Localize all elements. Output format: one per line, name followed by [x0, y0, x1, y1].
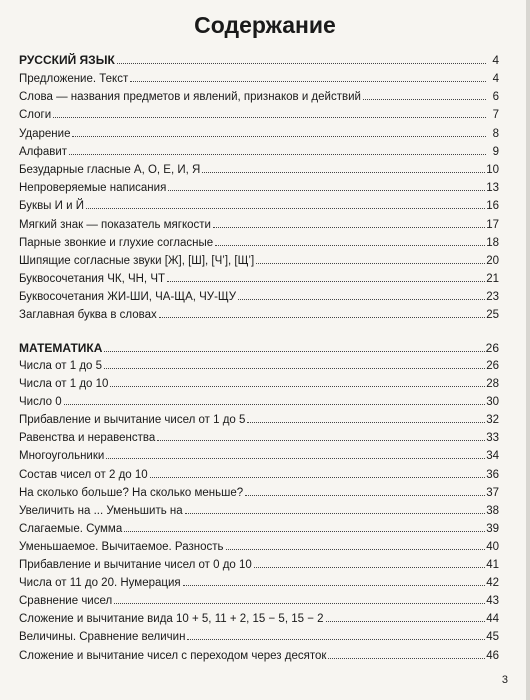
- dot-leader: [187, 639, 485, 640]
- dot-leader: [114, 603, 485, 604]
- dot-leader: [104, 368, 485, 369]
- entry-label: Прибавление и вычитание чисел от 1 до 5: [19, 414, 246, 427]
- entry-label: Число 0: [19, 396, 62, 409]
- toc-entry: [19, 236, 499, 254]
- toc-entry: [19, 504, 499, 522]
- entry-page: 30: [486, 396, 499, 409]
- dot-leader: [117, 63, 486, 64]
- entry-page: 7: [492, 109, 499, 122]
- entry-page: 43: [486, 595, 499, 608]
- dot-leader: [157, 440, 485, 441]
- entry-page: 18: [486, 236, 499, 249]
- dot-leader: [130, 81, 486, 82]
- toc-entry: [19, 522, 499, 540]
- section-page: 4: [492, 53, 499, 67]
- entry-page: 9: [492, 145, 499, 158]
- entry-page: 28: [486, 378, 499, 391]
- entry-label: Числа от 1 до 5: [19, 360, 103, 372]
- entry-label: Числа от 11 до 20. Нумерация: [19, 577, 181, 590]
- toc-math: [19, 341, 499, 667]
- entry-label: Парные звонкие и глухие согласные: [19, 236, 214, 249]
- entry-label: Слоги: [19, 109, 52, 122]
- page-edge: [526, 0, 530, 700]
- dot-leader: [226, 549, 486, 550]
- entry-label: На сколько больше? На сколько меньше?: [19, 486, 244, 499]
- entry-label: Буквосочетания ЖИ-ШИ, ЧА-ЩА, ЧУ-ЩУ: [19, 291, 237, 304]
- dot-leader: [110, 386, 485, 387]
- entry-label: Слагаемые. Сумма: [19, 522, 123, 535]
- toc-entry: [19, 395, 499, 413]
- toc-entry: [19, 594, 499, 612]
- toc-entry: [19, 108, 499, 126]
- entry-label: Буквы И и Й: [19, 200, 84, 213]
- dot-leader: [328, 658, 485, 659]
- toc-section-heading: [19, 53, 499, 72]
- entry-page: 45: [486, 631, 499, 644]
- entry-label: Сложение и вычитание вида 10 + 5, 11 + 2, 15 − 5, 15 − 2: [19, 613, 324, 626]
- page-number: 3: [501, 674, 508, 686]
- entry-label: Мягкий знак — показатель мягкости: [19, 218, 211, 231]
- dot-leader: [215, 245, 485, 246]
- entry-page: 25: [486, 309, 499, 322]
- toc-entry: [19, 649, 499, 667]
- entry-page: 36: [486, 468, 499, 481]
- dot-leader: [86, 208, 485, 209]
- toc-entry: [19, 127, 499, 145]
- entry-page: 17: [486, 218, 499, 231]
- toc-entry: [19, 630, 499, 648]
- entry-label: Равенства и неравенства: [19, 432, 156, 445]
- entry-page: 33: [486, 432, 499, 445]
- entry-page: 37: [486, 486, 499, 499]
- toc-entry: [19, 308, 499, 326]
- entry-page: 26: [486, 360, 499, 372]
- entry-label: Заглавная буква в словах: [19, 309, 157, 322]
- toc-entry: [19, 145, 499, 163]
- entry-page: 23: [486, 291, 499, 304]
- dot-leader: [256, 263, 485, 264]
- dot-leader: [64, 404, 486, 405]
- toc-entry: [19, 468, 499, 486]
- entry-label: Числа от 1 до 10: [19, 378, 109, 391]
- dot-leader: [167, 281, 485, 282]
- entry-label: Буквосочетания ЧК, ЧН, ЧТ: [19, 273, 166, 286]
- entry-label: Непроверяемые написания: [19, 182, 167, 195]
- entry-page: 40: [486, 540, 499, 553]
- toc-russian: [19, 53, 499, 327]
- dot-leader: [185, 513, 486, 514]
- dot-leader: [202, 172, 485, 173]
- toc-entry: [19, 486, 499, 504]
- entry-label: Многоугольники: [19, 450, 105, 463]
- entry-page: 20: [486, 254, 499, 267]
- toc-entry: [19, 90, 499, 108]
- toc-entry: [19, 558, 499, 576]
- dot-leader: [72, 136, 486, 137]
- dot-leader: [106, 458, 485, 459]
- dot-leader: [69, 154, 486, 155]
- dot-leader: [104, 351, 484, 352]
- toc-entry: [19, 181, 499, 199]
- toc-entry: [19, 218, 499, 236]
- section-title: РУССКИЙ ЯЗЫК: [19, 53, 115, 67]
- section-title: МАТЕМАТИКА: [19, 341, 103, 355]
- entry-label: Сложение и вычитание чисел с переходом через десяток: [19, 649, 327, 662]
- dot-leader: [213, 227, 485, 228]
- entry-label: Сравнение чисел: [19, 595, 113, 608]
- toc-entry: [19, 163, 499, 181]
- dot-leader: [150, 477, 486, 478]
- entry-label: Прибавление и вычитание чисел от 0 до 10: [19, 559, 252, 572]
- entry-label: Шипящие согласные звуки [Ж], [Ш], [Ч’], [Щ’]: [19, 254, 255, 267]
- dot-leader: [53, 117, 486, 118]
- page-title: Содержание: [194, 12, 336, 38]
- dot-leader: [254, 567, 485, 568]
- entry-label: Предложение. Текст: [19, 73, 129, 85]
- dot-leader: [159, 317, 485, 318]
- dot-leader: [245, 495, 485, 496]
- entry-page: 38: [486, 504, 499, 517]
- entry-label: Уменьшаемое. Вычитаемое. Разность: [19, 540, 224, 553]
- entry-label: Слова — названия предметов и явлений, признаков и действий: [19, 91, 361, 104]
- section-page: 26: [485, 341, 499, 355]
- toc-entry: [19, 449, 499, 467]
- entry-page: 6: [492, 91, 499, 104]
- toc-entry: [19, 413, 499, 431]
- entry-label: Состав чисел от 2 до 10: [19, 468, 148, 481]
- entry-page: 8: [492, 127, 499, 140]
- toc-section-heading: [19, 341, 499, 359]
- toc-entry: [19, 72, 499, 90]
- toc-entry: [19, 199, 499, 217]
- entry-page: 16: [486, 200, 499, 213]
- entry-page: 42: [486, 577, 499, 590]
- entry-page: 10: [486, 163, 499, 176]
- entry-label: Алфавит: [19, 145, 68, 158]
- toc-entry: [19, 290, 499, 308]
- entry-page: 21: [486, 273, 499, 286]
- entry-page: 41: [486, 559, 499, 572]
- entry-label: Величины. Сравнение величин: [19, 631, 186, 644]
- dot-leader: [183, 585, 486, 586]
- entry-page: 4: [492, 73, 499, 85]
- toc-entry: [19, 254, 499, 272]
- entry-page: 32: [486, 414, 499, 427]
- toc-entry: [19, 272, 499, 290]
- toc-entry: [19, 576, 499, 594]
- entry-label: Ударение: [19, 127, 71, 140]
- dot-leader: [168, 190, 485, 191]
- toc-entry: [19, 377, 499, 395]
- entry-page: 34: [486, 450, 499, 463]
- toc-entry: [19, 359, 499, 377]
- dot-leader: [363, 99, 486, 100]
- dot-leader: [124, 531, 485, 532]
- dot-leader: [247, 422, 485, 423]
- entry-label: Увеличить на ... Уменьшить на: [19, 504, 183, 517]
- entry-page: 44: [486, 613, 499, 626]
- dot-leader: [238, 299, 485, 300]
- toc-entry: [19, 540, 499, 558]
- dot-leader: [326, 621, 486, 622]
- entry-page: 13: [486, 182, 499, 195]
- toc-entry: [19, 612, 499, 630]
- toc-entry: [19, 431, 499, 449]
- entry-page: 46: [486, 649, 499, 662]
- entry-label: Безударные гласные А, О, Е, И, Я: [19, 163, 201, 176]
- entry-page: 39: [486, 522, 499, 535]
